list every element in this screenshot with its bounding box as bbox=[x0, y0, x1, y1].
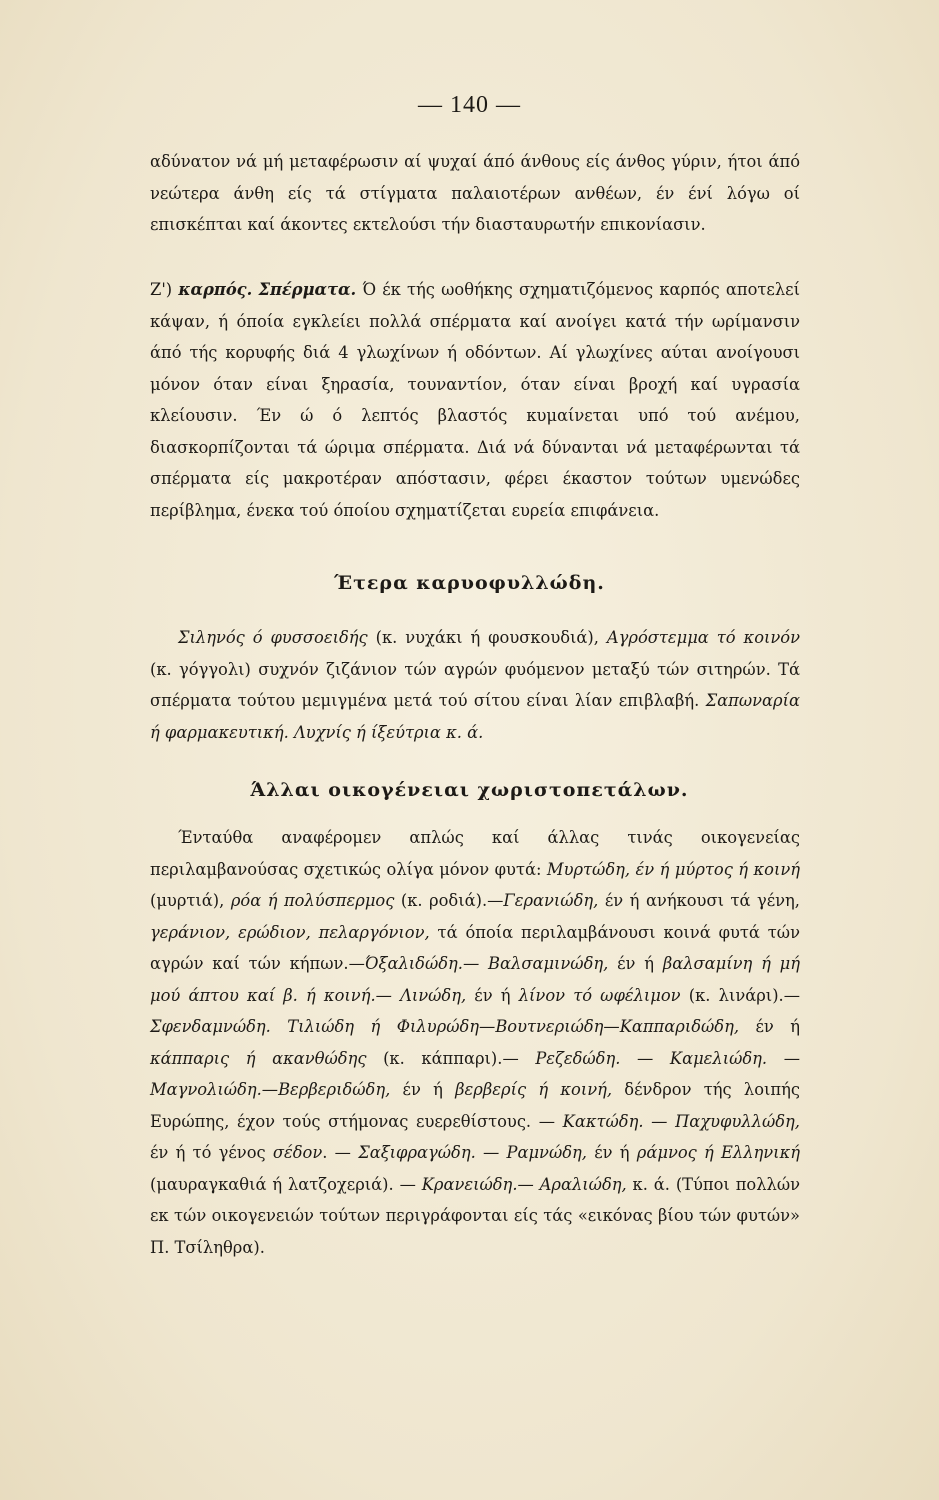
species-name: βαλσαμίνη ή μή μού άπτου καί β. ή κοινή.— Λινώδη, bbox=[150, 954, 800, 1005]
species-agrostemma: Αγρόστεμμα τό κοινόν bbox=[606, 628, 800, 647]
heading-other-caryophyllaceae: Έτερα καρυοφυλλώδη. bbox=[334, 572, 605, 594]
text-segment: . — bbox=[322, 1143, 359, 1162]
text-segment: (κ. λινάρι).— bbox=[680, 985, 800, 1005]
species-name: ρόα ή πολύσπερμος bbox=[230, 891, 395, 910]
species-name: κάππαρις ή ακανθώδης bbox=[150, 1048, 367, 1068]
page-number: — 140 — bbox=[418, 92, 521, 118]
text-segment: κ. ά. (Τύποι πολλών εκ τών οικογενειών τούτων περιγράφονται είς τάς «εικόνας βίου τών φυτών» Π. Τσίληθρα). bbox=[150, 1174, 801, 1257]
text-segment: (κ. κάππαρι).— bbox=[366, 1048, 536, 1068]
text-segment: (κ. ροδιά).— bbox=[394, 891, 504, 910]
section-label: Ζ') bbox=[150, 280, 173, 299]
paragraph-fruit-text: Ό έκ τής ωοθήκης σχηματιζόμενος καρπός αποτελεί κάψαν, ή όποία εγκλείει πολλά σπέρματα καί ανοίγει κατά τήν ωρίμανσιν άπό τής κορυφής διά 4 γλωχίνων ή οδόντων. Αί γλωχίνες αύται ανοίγουσι μόνον όταν είναι ξηρασία, τουναντίον, όταν είναι βροχή καί υγρασία κλείουσιν. Έν ώ ό λεπτός βλαστός κυμαίνεται υπό τού ανέμου, διασκορπίζονται τά ώριμα σπέρματα. Διά νά δύνανται νά μεταφέρωνται τά σπέρματα είς μακροτέραν απόστασιν, φέρει έκαστον τούτων υμενώδες περίβλημα, ένεκα τού όποίου σχηματίζεται ευρεία επιφάνεια. bbox=[150, 280, 800, 520]
text-segment: Ένταύθα αναφέρομεν απλώς καί άλλας τινάς οικογενείας περιλαμβανούσας σχετικώς ολίγα μόνον φυτά: bbox=[150, 828, 800, 879]
family-name: Μυρτώδη, έν ή μύρτος ή κοινή bbox=[546, 859, 801, 879]
paragraph-fruit-seeds bbox=[150, 274, 800, 526]
family-name: Όξαλιδώδη.— Βαλσαμινώδη, bbox=[364, 954, 609, 973]
genus-names: γεράνιον, ερώδιον, πελαργόνιον, bbox=[150, 922, 430, 942]
species-name: ράμνος ή Ελληνική bbox=[636, 1143, 800, 1162]
text-segment: (κ. γόγγολι) συχνόν ζιζάνιον τών αγρών φυόμενον μεταξύ τών σιτηρών. Τά σπέρματα τούτου μεμιγμένα μετά τού σίτου είναι λίαν επιβλαβή. bbox=[150, 659, 800, 710]
text-segment: έν ή bbox=[739, 1017, 801, 1036]
paragraph-caryophyllaceae bbox=[150, 622, 800, 748]
paragraph-pollination: αδύνατον νά μή μεταφέρωσιν αί ψυχαί άπό άνθους είς άνθος γύριν, ήτοι άπό νεώτερα άνθη είς τά στίγματα παλαιοτέρων ανθέων, έν ένί λόγω οί επισκέπται καί άκοντες εκτελούσι τήν διασταυρωτήν επικονίασιν. bbox=[150, 152, 800, 234]
text-segment: έν ή bbox=[466, 985, 519, 1005]
paragraph-other-families bbox=[150, 822, 800, 1263]
family-name: Γερανιώδη, bbox=[503, 891, 599, 910]
text-segment: (μαυραγκαθιά ή λατζοχεριά). — bbox=[150, 1174, 422, 1194]
text-segment: (κ. νυχάκι ή φουσκουδιά), bbox=[367, 628, 607, 647]
species-name: βερβερίς ή κοινή, bbox=[455, 1080, 613, 1099]
family-name: Σφενδαμνώδη. Τιλιώδη ή Φιλυρώδη—Βουτνεριώδη—Καππαριδώδη, bbox=[150, 1017, 740, 1036]
text-segment: έν ή bbox=[608, 954, 663, 973]
heading-other-families: Άλλαι οικογένειαι χωριστοπετάλων. bbox=[250, 779, 689, 801]
species-silene: Σιληνός ό φυσσοειδής bbox=[178, 628, 368, 647]
term-seeds: Σπέρματα. bbox=[258, 280, 357, 299]
family-name: Σαξιφραγώδη. — Ραμνώδη, bbox=[358, 1143, 587, 1162]
text-segment: τά όποία περιλαμβάνουσι κοινά φυτά τών αγρών καί τών κήπων.— bbox=[150, 922, 800, 973]
family-name: Κακτώδη. — Παχυφυλλώδη, bbox=[562, 1111, 800, 1131]
text-segment: (μυρτιά), bbox=[150, 891, 231, 910]
family-name: Κρανειώδη.— Αραλιώδη, bbox=[421, 1174, 627, 1194]
text-segment: έν ή ανήκουσι τά γένη, bbox=[598, 891, 800, 910]
text-segment: έν ή bbox=[390, 1080, 456, 1099]
species-name: λίνον τό ωφέλιμον bbox=[518, 985, 681, 1005]
term-fruit: καρπός. bbox=[178, 280, 253, 299]
text-segment: δένδρον τής λοιπής Ευρώπης, έχον τούς στήμονας ευερεθίστους. — bbox=[150, 1080, 800, 1131]
text-segment: έν ή τό γένος bbox=[150, 1143, 273, 1162]
genus-name: σέδον bbox=[272, 1143, 323, 1162]
family-name: Ρεζεδώδη. — Καμελιώδη. — Μαγνολιώδη.—Βερβεριδώδη, bbox=[150, 1048, 801, 1099]
species-saponaria-lychnis: Σαπωναρία ή φαρμακευτική. Λυχνίς ή ίξεύτρια κ. ά. bbox=[150, 691, 800, 742]
text-segment: έν ή bbox=[586, 1143, 637, 1162]
